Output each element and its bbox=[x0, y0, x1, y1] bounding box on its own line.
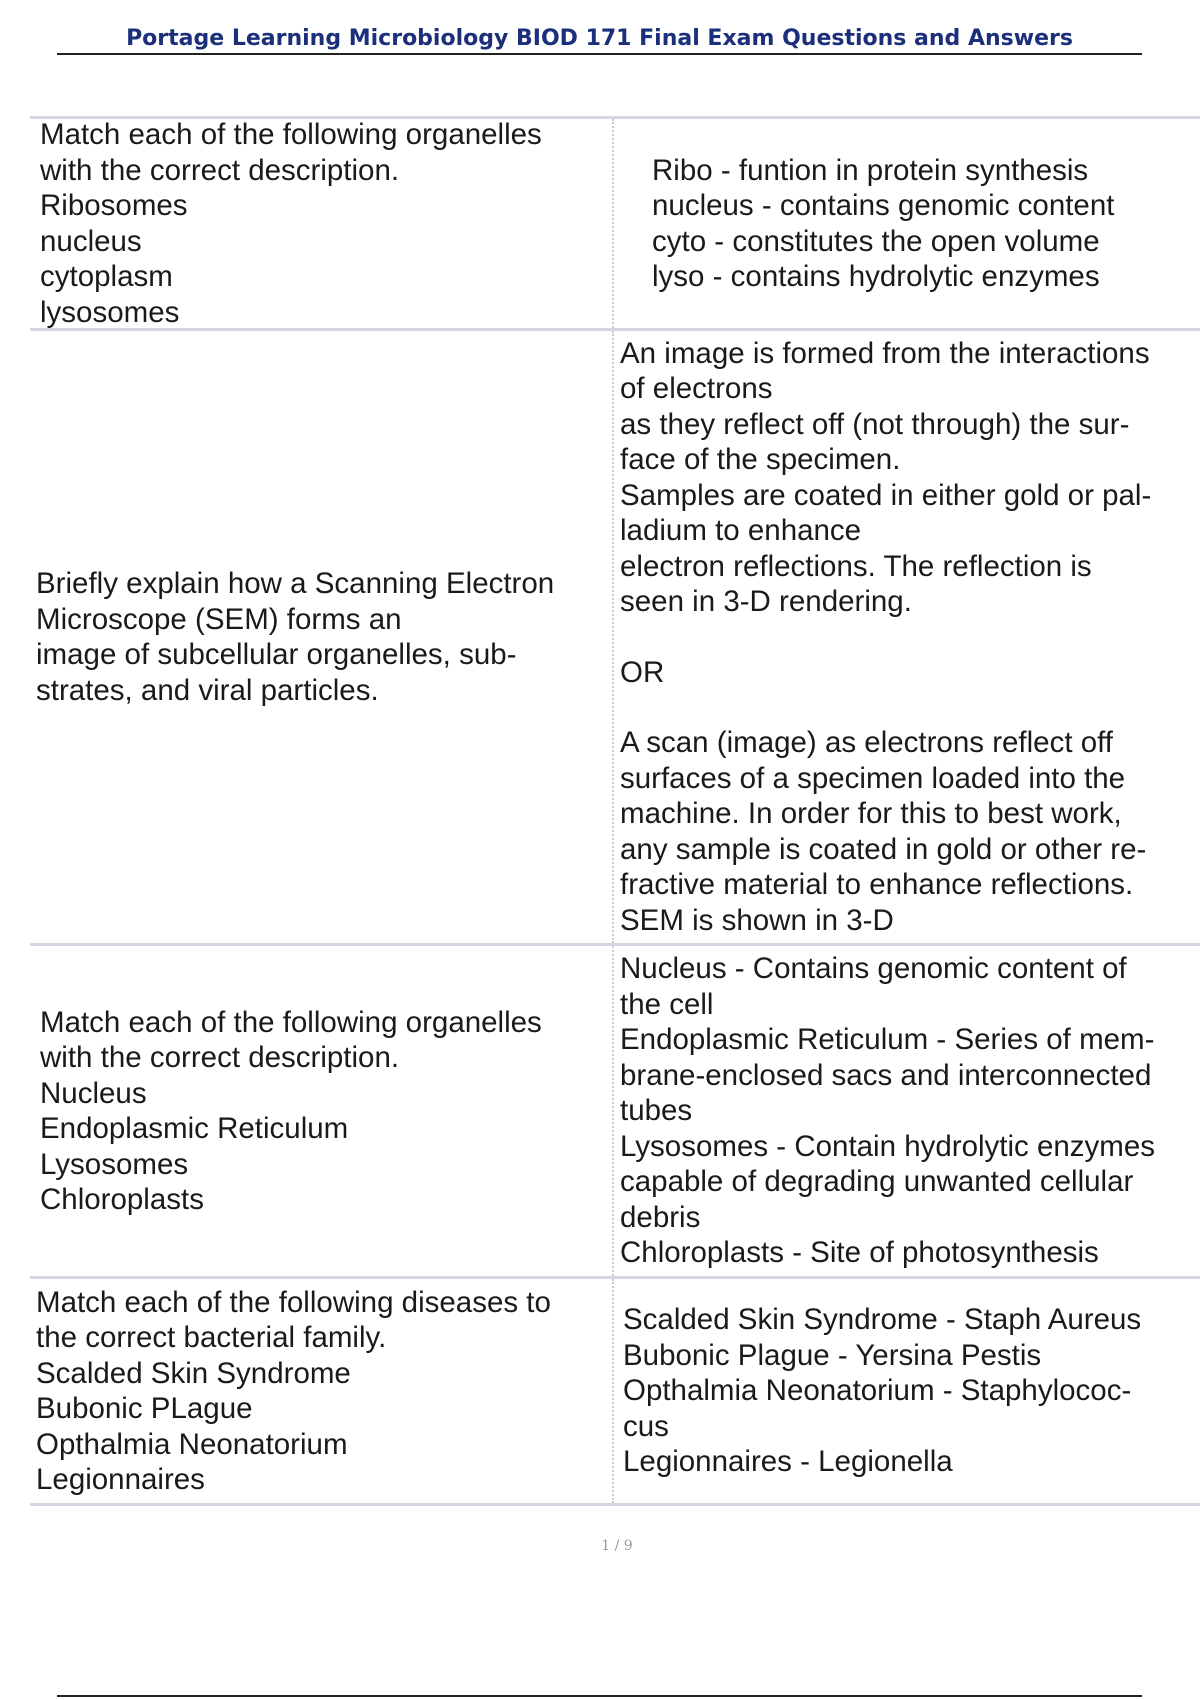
question-line: the correct bacterial family. bbox=[36, 1321, 387, 1354]
answer-line: Chloroplasts - Site of photosynthesis bbox=[620, 1236, 1099, 1270]
question-cell bbox=[30, 331, 614, 943]
answer-line: Nucleus - Contains genomic content of bbox=[620, 952, 1127, 986]
answer-line: Legionnaires - Legionella bbox=[623, 1445, 953, 1479]
question-line: with the correct description. bbox=[40, 1041, 400, 1074]
question-line: strates, and viral particles. bbox=[36, 673, 379, 707]
answer-line: ladium to enhance bbox=[620, 514, 862, 548]
answer-line: fractive material to enhance reflections. bbox=[620, 868, 1134, 902]
question-line: nucleus bbox=[40, 224, 142, 258]
question-line: Endoplasmic Reticulum bbox=[40, 1112, 349, 1145]
answer-line: Samples are coated in either gold or pal- bbox=[620, 478, 1152, 512]
question-line: with the correct description. bbox=[40, 153, 400, 187]
answer-line: Lysosomes - Contain hydrolytic enzymes bbox=[620, 1129, 1156, 1163]
question-line: image of subcellular organelles, sub- bbox=[36, 638, 517, 671]
table-row bbox=[30, 1276, 1200, 1506]
question-line: Bubonic PLague bbox=[36, 1392, 253, 1425]
answer-line: debris bbox=[620, 1200, 701, 1234]
question-line: Lysosomes bbox=[40, 1147, 189, 1181]
answer-line: as they reflect off (not through) the sur- bbox=[620, 407, 1130, 441]
answer-line: Endoplasmic Reticulum - Series of mem- bbox=[620, 1023, 1155, 1057]
answer-line: Ribo - funtion in protein synthesis bbox=[652, 153, 1089, 187]
answer-line: seen in 3-D rendering. bbox=[620, 585, 912, 619]
question-cell bbox=[30, 119, 614, 328]
paragraph-gap bbox=[620, 690, 1198, 725]
answer-line: cyto - constitutes the open volume bbox=[652, 224, 1100, 258]
question-line: cytoplasm bbox=[40, 260, 173, 293]
answer-line: of electrons bbox=[620, 372, 773, 406]
question-line: Opthalmia Neonatorium bbox=[36, 1427, 348, 1461]
answer-line: the cell bbox=[620, 987, 714, 1021]
page-number: 1 / 9 bbox=[601, 1538, 633, 1554]
table-row bbox=[30, 116, 1200, 328]
question-cell bbox=[30, 1279, 614, 1503]
page-title: Portage Learning Microbiology BIOD 171 Final Exam Questions and Answers bbox=[57, 26, 1142, 55]
question-line: lysosomes bbox=[40, 295, 180, 329]
answer-line: cus bbox=[623, 1409, 669, 1443]
question-line: Microscope (SEM) forms an bbox=[36, 602, 402, 636]
footer-divider bbox=[57, 1695, 1142, 1697]
question-line: Nucleus bbox=[40, 1076, 147, 1110]
answer-line: capable of degrading unwanted cellular bbox=[620, 1165, 1134, 1199]
answer-line: An image is formed from the interactions bbox=[620, 336, 1150, 370]
answer-line: surfaces of a specimen loaded into the bbox=[620, 761, 1126, 795]
answer-line: face of the specimen. bbox=[620, 443, 901, 477]
answer-line: tubes bbox=[620, 1094, 693, 1128]
table-row bbox=[30, 943, 1200, 1276]
table-row bbox=[30, 328, 1200, 943]
question-line: Match each of the following organelles bbox=[40, 1005, 542, 1039]
question-line: Match each of the following diseases to bbox=[36, 1285, 551, 1319]
question-line: Chloroplasts bbox=[40, 1183, 204, 1216]
question-cell bbox=[30, 946, 614, 1276]
answer-cell bbox=[614, 1279, 1200, 1503]
answer-line: brane-enclosed sacs and interconnected bbox=[620, 1058, 1152, 1092]
answer-line: lyso - contains hydrolytic enzymes bbox=[652, 260, 1100, 293]
answer-cell bbox=[614, 331, 1200, 943]
answer-cell bbox=[614, 119, 1200, 328]
answer-line: electron reflections. The reflection is bbox=[620, 549, 1092, 583]
answer-cell bbox=[614, 946, 1200, 1276]
question-line: Ribosomes bbox=[40, 189, 188, 222]
answer-or: OR bbox=[620, 655, 665, 689]
answer-line: Opthalmia Neonatorium - Staphylococ- bbox=[623, 1374, 1132, 1408]
answer-line: A scan (image) as electrons reflect off bbox=[620, 726, 1113, 760]
answer-line: Bubonic Plague - Yersina Pestis bbox=[623, 1338, 1042, 1372]
question-line: Briefly explain how a Scanning Electron bbox=[36, 567, 555, 600]
answer-line: machine. In order for this to best work, bbox=[620, 797, 1122, 831]
answer-line: any sample is coated in gold or other re- bbox=[620, 832, 1147, 866]
qa-table bbox=[30, 116, 1200, 1506]
paragraph-gap bbox=[620, 620, 1198, 655]
question-line: Legionnaires bbox=[36, 1463, 205, 1496]
answer-line: SEM is shown in 3-D bbox=[620, 903, 894, 937]
question-line: Scalded Skin Syndrome bbox=[36, 1356, 351, 1390]
answer-line: Scalded Skin Syndrome - Staph Aureus bbox=[623, 1303, 1142, 1337]
question-line: Match each of the following organelles bbox=[40, 118, 542, 151]
answer-line: nucleus - contains genomic content bbox=[652, 189, 1115, 222]
